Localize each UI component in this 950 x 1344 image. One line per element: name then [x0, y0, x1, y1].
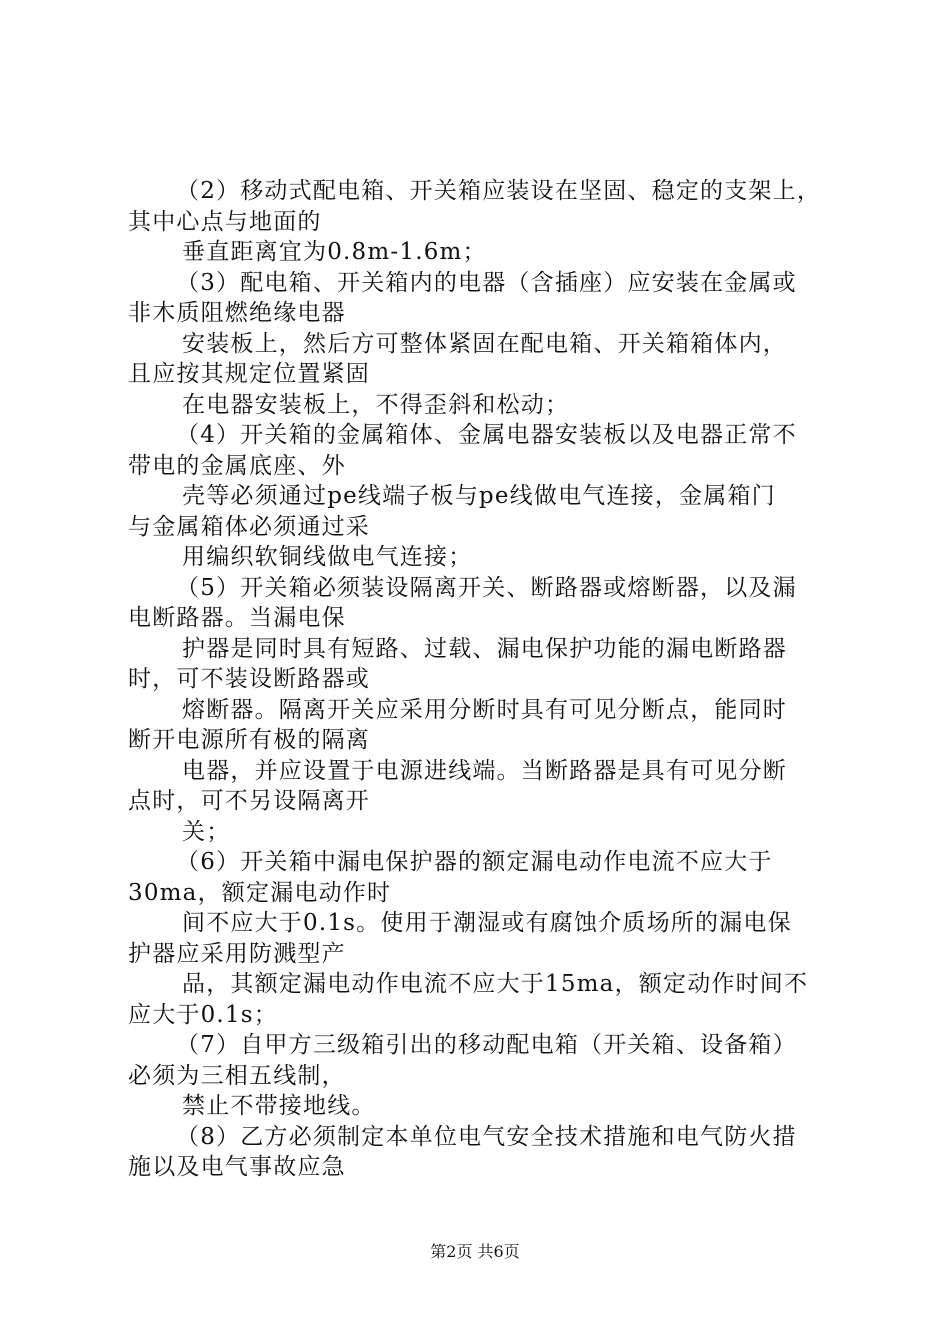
text-line: （7）自甲方三级箱引出的移动配电箱（开关箱、设备箱）	[176, 1032, 797, 1058]
text-line: 禁止不带接地线。	[182, 1093, 376, 1119]
page-footer: 第2页 共6页	[430, 1242, 520, 1261]
text-line: 施以及电气事故应急	[128, 1154, 346, 1180]
document-body	[128, 176, 840, 1183]
text-line: （8）乙方必须制定本单位电气安全技术措施和电气防火措	[176, 1123, 797, 1150]
text-line: （6）开关箱中漏电保护器的额定漏电动作电流不应大于	[176, 849, 773, 875]
text-line: 电断路器。当漏电保	[128, 605, 346, 631]
text-line: 关；	[182, 818, 231, 845]
text-line: 用编织软铜线做电气连接；	[182, 544, 473, 570]
text-line: （5）开关箱必须装设隔离开关、断路器或熔断器，以及漏	[176, 574, 797, 601]
text-line: 护器是同时具有短路、过载、漏电保护功能的漏电断路器	[182, 635, 787, 662]
text-line: 且应按其规定位置紧固	[128, 361, 370, 387]
text-line: 应大于0.1s；	[128, 1001, 278, 1028]
text-line: （3）配电箱、开关箱内的电器（含插座）应安装在金属或	[176, 269, 797, 296]
text-line: 在电器安装板上，不得歪斜和松动；	[182, 391, 570, 418]
text-line: 非木质阻燃绝缘电器	[128, 300, 346, 326]
text-line: 断开电源所有极的隔离	[128, 727, 370, 753]
text-line: 30ma，额定漏电动作时	[128, 879, 392, 906]
text-line: 熔断器。隔离开关应采用分断时具有可见分断点，能同时	[182, 696, 787, 723]
text-line: 间不应大于0.1s。使用于潮湿或有腐蚀介质场所的漏电保	[182, 910, 792, 936]
text-line: 品，其额定漏电动作电流不应大于15ma，额定动作时间不	[182, 971, 809, 997]
text-line: 带电的金属底座、外	[128, 452, 346, 479]
text-line: （4）开关箱的金属箱体、金属电器安装板以及电器正常不	[176, 422, 797, 448]
text-line: 与金属箱体必须通过采	[128, 513, 370, 540]
text-line: 壳等必须通过pe线端子板与pe线做电气连接，金属箱门	[182, 483, 776, 509]
text-line: 必须为三相五线制，	[128, 1062, 346, 1089]
text-line: 安装板上，然后方可整体紧固在配电箱、开关箱箱体内，	[182, 330, 787, 357]
text-line: 点时，可不另设隔离开	[128, 788, 370, 814]
text-line: 电器，并应设置于电源进线端。当断路器是具有可见分断	[182, 757, 787, 784]
text-line: 其中心点与地面的	[128, 208, 322, 235]
text-line: 时，可不装设断路器或	[128, 666, 370, 692]
text-line: 垂直距离宜为0.8m-1.6m；	[182, 239, 487, 265]
text-line: （2）移动式配电箱、开关箱应装设在坚固、稳定的支架上，	[176, 178, 822, 204]
text-line: 护器应采用防溅型产	[128, 940, 346, 967]
